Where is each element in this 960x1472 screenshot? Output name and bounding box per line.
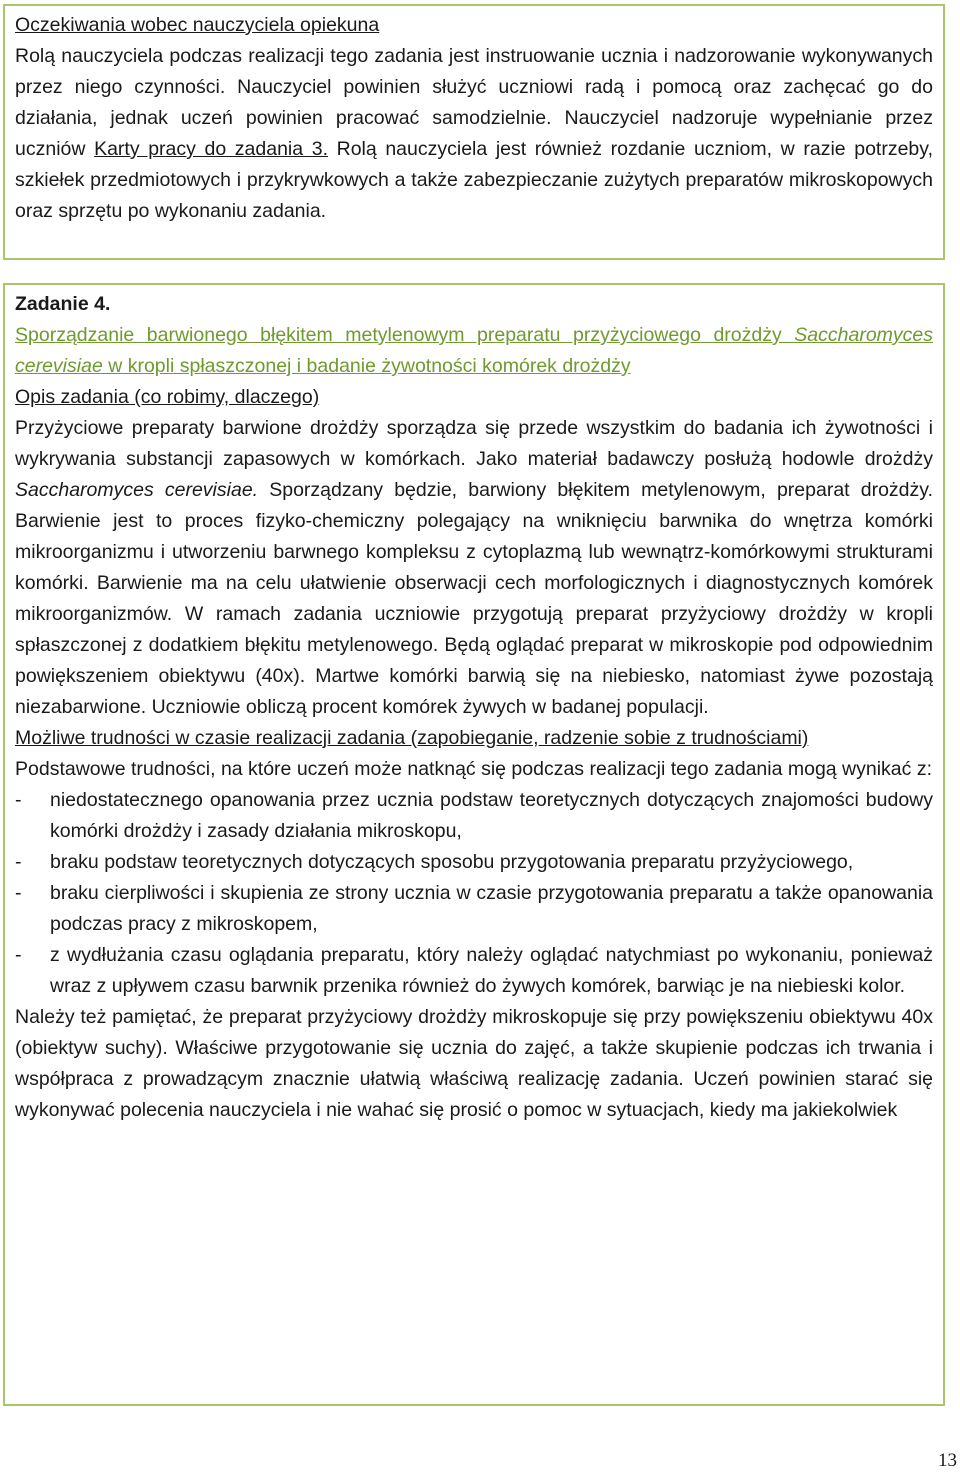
teacher-role-paragraph bbox=[15, 41, 933, 227]
list-item-text: z wydłużania czasu oglądania preparatu, który należy oglądać natychmiast po wykonaniu, ponieważ wraz z upływem czasu barwnik przenika również do żywych komórek, barwiąc je na niebieski kolor. bbox=[50, 944, 933, 997]
worksheet-link[interactable]: Karty pracy do zadania 3. bbox=[94, 138, 328, 160]
dash-bullet: - bbox=[15, 944, 22, 966]
section-heading: Oczekiwania wobec nauczyciela opiekuna bbox=[15, 14, 380, 36]
description-heading: Opis zadania (co robimy, dlaczego) bbox=[15, 386, 320, 408]
task-title bbox=[15, 320, 933, 382]
task-4-content bbox=[15, 289, 933, 1126]
list-item bbox=[15, 847, 933, 878]
task-4-box bbox=[3, 283, 945, 1406]
difficulties-intro: Podstawowe trudności, na które uczeń może natknąć się podczas realizacji tego zadania mogą wynikać z: bbox=[15, 758, 932, 780]
paragraph-text: Przyżyciowe preparaty barwione drożdży sporządza się przede wszystkim do badania ich żywotności i wykrywania substancji zapasowych w komórkach. Jako materiał badawczy posłużą hodowle drożdży bbox=[15, 417, 933, 470]
paragraph-text: Rolą nauczyciela podczas realizacji tego zadania jest instruowanie ucznia i nadzorowanie wykonywanych przez niego czynności. Nauczyciel powinien służyć uczniowi radą i pomocą oraz zachęcać go do działania, jednak uczeń powinien pracować samodzielnie. Nauczyciel nadzoruje wypełnianie przez uczniów bbox=[15, 45, 933, 160]
species-name: Saccharomyces cerevisiae. bbox=[15, 479, 259, 501]
list-item-text: braku podstaw teoretycznych dotyczących sposobu przygotowania preparatu przyżyciowego, bbox=[50, 851, 854, 873]
species-name: Saccharomyces cerevisiae bbox=[15, 324, 933, 377]
teacher-expectations-box bbox=[3, 4, 945, 260]
task-label: Zadanie 4. bbox=[15, 293, 111, 315]
dash-bullet: - bbox=[15, 851, 22, 873]
page-number: 13 bbox=[938, 1450, 957, 1471]
description-paragraph bbox=[15, 413, 933, 723]
dash-bullet: - bbox=[15, 882, 22, 904]
task-title-text: Sporządzanie barwionego błękitem metylenowym preparatu przyżyciowego drożdży bbox=[15, 324, 795, 346]
dash-bullet: - bbox=[15, 789, 22, 811]
list-item-text: niedostatecznego opanowania przez ucznia podstaw teoretycznych dotyczących znajomości budowy komórki drożdży i zasady działania mikroskopu, bbox=[50, 789, 933, 842]
teacher-expectations-content bbox=[15, 10, 933, 227]
list-item-text: braku cierpliwości i skupienia ze strony ucznia w czasie przygotowania preparatu a także opanowania podczas pracy z mikroskopem, bbox=[50, 882, 933, 935]
difficulties-heading: Możliwe trudności w czasie realizacji zadania (zapobieganie, radzenie sobie z trudnościami) bbox=[15, 727, 809, 749]
list-item bbox=[15, 940, 933, 1002]
paragraph-text: Sporządzany będzie, barwiony błękitem metylenowym, preparat drożdży. Barwienie jest to proces fizyko-chemiczny polegający na wniknięciu barwnika do wnętrza komórki mikroorganizmu i utworzeniu barwnego kompleksu z cytoplazmą lub wewnątrz-komórkowymi strukturami komórki. Barwienie ma na celu ułatwienie obserwacji cech morfologicznych i diagnostycznych komórek mikroorganizmów. W ramach zadania uczniowie przygotują preparat przyżyciowy drożdży w kropli spłaszczonej z dodatkiem błękitu metylenowego. Będą oglądać preparat w mikroskopie pod odpowiednim powiększeniem obiektywu (40x). Martwe komórki barwią się na niebiesko, natomiast żywe pozostają niezabarwione. Uczniowie obliczą procent komórek żywych w badanej populacji. bbox=[15, 479, 933, 718]
closing-paragraph: Należy też pamiętać, że preparat przyżyciowy drożdży mikroskopuje się przy powiększeniu obiektywu 40x (obiektyw suchy). Właściwe przygotowanie się ucznia do zajęć, a także skupienie podczas ich trwania i współpraca z prowadzącym znacznie ułatwią właściwą realizację zadania. Uczeń powinien starać się wykonywać polecenia nauczyciela i nie wahać się prosić o pomoc w sytuacjach, kiedy ma jakiekolwiek bbox=[15, 1006, 933, 1121]
paragraph-text: Rolą nauczyciela jest również rozdanie uczniom, w razie potrzeby, szkiełek przedmiotowych i przykrywkowych a także zabezpieczanie zużytych preparatów mikroskopowych oraz sprzętu po wykonaniu zadania. bbox=[15, 138, 933, 222]
task-title-text: w kropli spłaszczonej i badanie żywotności komórek drożdży bbox=[102, 355, 631, 377]
list-item bbox=[15, 785, 933, 847]
list-item bbox=[15, 878, 933, 940]
